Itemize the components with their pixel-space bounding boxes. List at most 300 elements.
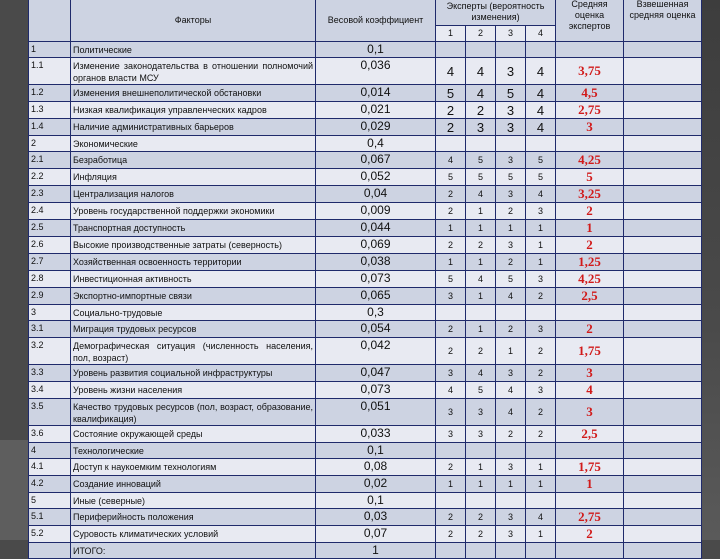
table-row [29,169,702,186]
factor-name: Высокие производственные затраты (северность) [71,237,316,254]
factor-name: Уровень развития социальной инфраструктуры [71,365,316,382]
table-row [29,237,702,254]
expert-2-score: 5 [466,169,496,186]
expert-4-score [526,42,556,58]
table-row [29,338,702,365]
average-score: 4,25 [556,152,624,169]
weight-coefficient: 0,052 [316,169,436,186]
factor-name: Создание инноваций [71,476,316,493]
expert-3-score: 3 [496,509,526,526]
weighted-average-score [624,338,702,365]
table-row [29,543,702,559]
expert-1-score: 3 [436,365,466,382]
expert-1-score: 2 [436,338,466,365]
row-number: 3 [29,305,71,321]
factor-name: Транспортная доступность [71,220,316,237]
row-number: 5 [29,493,71,509]
expert-1-score: 2 [436,203,466,220]
weight-coefficient: 1 [316,543,436,559]
factor-name: Безработица [71,152,316,169]
weight-coefficient: 0,1 [316,42,436,58]
weight-coefficient: 0,073 [316,382,436,399]
weighted-average-score [624,254,702,271]
expert-1-score [436,543,466,559]
average-score [556,543,624,559]
row-number: 3.6 [29,426,71,443]
table-row [29,509,702,526]
expert-2-score: 2 [466,526,496,543]
weighted-average-score [624,426,702,443]
expert-3-score: 1 [496,220,526,237]
row-number: 3.4 [29,382,71,399]
factors-table [28,0,702,559]
expert-2-score: 4 [466,85,496,102]
factor-name: Хозяйственная освоенность территории [71,254,316,271]
weighted-average-score [624,271,702,288]
weight-coefficient: 0,051 [316,399,436,426]
average-score: 3,75 [556,58,624,85]
expert-1-score: 5 [436,271,466,288]
factor-name: Изменение законодательства в отношении полномочий органов власти МСУ [71,58,316,85]
weighted-average-score [624,42,702,58]
expert-1-score: 2 [436,119,466,136]
average-score: 4,5 [556,85,624,102]
weighted-average-score [624,152,702,169]
average-score: 1,25 [556,254,624,271]
expert-4-score: 1 [526,476,556,493]
expert-4-score: 1 [526,237,556,254]
row-number: 3.5 [29,399,71,426]
expert-4-score: 2 [526,365,556,382]
header-factors: Факторы [71,0,316,42]
factor-name: Инфляция [71,169,316,186]
expert-4-score: 2 [526,338,556,365]
expert-1-score: 1 [436,476,466,493]
expert-2-score: 1 [466,288,496,305]
factor-name: Уровень государственной поддержки экономики [71,203,316,220]
table-row [29,254,702,271]
weighted-average-score [624,85,702,102]
average-score: 3 [556,119,624,136]
expert-3-score: 5 [496,271,526,288]
row-number: 1.1 [29,58,71,85]
expert-1-score: 5 [436,85,466,102]
expert-1-score: 5 [436,169,466,186]
factor-name: Изменения внешнеполитической обстановки [71,85,316,102]
average-score [556,305,624,321]
average-score: 2 [556,321,624,338]
weight-coefficient: 0,065 [316,288,436,305]
table-row [29,459,702,476]
expert-3-score: 3 [496,58,526,85]
weighted-average-score [624,509,702,526]
row-number: 3.2 [29,338,71,365]
expert-3-score [496,42,526,58]
expert-2-score: 4 [466,365,496,382]
expert-4-score: 3 [526,321,556,338]
expert-4-score: 1 [526,220,556,237]
table-row [29,271,702,288]
row-number: 3.3 [29,365,71,382]
factor-name: Периферийность положения [71,509,316,526]
header-weighted-average: Взвешенная средняя оценка [624,0,702,42]
table-row [29,426,702,443]
weighted-average-score [624,203,702,220]
weight-coefficient: 0,08 [316,459,436,476]
weighted-average-score [624,493,702,509]
weighted-average-score [624,476,702,493]
weighted-average-score [624,288,702,305]
weight-coefficient: 0,009 [316,203,436,220]
average-score [556,42,624,58]
expert-1-score [436,305,466,321]
average-score: 4 [556,382,624,399]
average-score: 1 [556,220,624,237]
weight-coefficient: 0,4 [316,136,436,152]
weighted-average-score [624,102,702,119]
row-number: 2.3 [29,186,71,203]
expert-4-score [526,305,556,321]
expert-2-score: 4 [466,271,496,288]
expert-4-score: 4 [526,85,556,102]
table-row [29,152,702,169]
table-row [29,186,702,203]
weight-coefficient: 0,3 [316,305,436,321]
expert-2-score [466,493,496,509]
factor-name: Экономические [71,136,316,152]
weight-coefficient: 0,07 [316,526,436,543]
expert-3-score: 3 [496,119,526,136]
expert-1-score: 2 [436,526,466,543]
weighted-average-score [624,169,702,186]
weight-coefficient: 0,021 [316,102,436,119]
average-score: 1 [556,476,624,493]
expert-3-score: 3 [496,237,526,254]
expert-3-score: 1 [496,476,526,493]
expert-3-score: 2 [496,426,526,443]
weighted-average-score [624,459,702,476]
expert-4-score: 4 [526,58,556,85]
factor-name: Состояние окружающей среды [71,426,316,443]
expert-1-score [436,136,466,152]
weight-coefficient: 0,047 [316,365,436,382]
expert-3-score: 3 [496,152,526,169]
weighted-average-score [624,136,702,152]
table-row [29,85,702,102]
header-expert-4: 4 [526,26,556,42]
expert-2-score [466,543,496,559]
expert-3-score: 3 [496,365,526,382]
table-row [29,203,702,220]
table-group-row [29,42,702,58]
expert-3-score: 1 [496,338,526,365]
average-score: 3 [556,365,624,382]
row-number: 5.1 [29,509,71,526]
table-row [29,102,702,119]
factor-name: Качество трудовых ресурсов (пол, возраст, образование, квалификация) [71,399,316,426]
factor-name: Уровень жизни населения [71,382,316,399]
header-expert-1: 1 [436,26,466,42]
expert-2-score: 2 [466,102,496,119]
factor-name: Иные (северные) [71,493,316,509]
expert-3-score: 5 [496,169,526,186]
weight-coefficient: 0,1 [316,493,436,509]
weighted-average-score [624,382,702,399]
factor-name: Наличие административных барьеров [71,119,316,136]
row-number: 2.8 [29,271,71,288]
weighted-average-score [624,305,702,321]
weight-coefficient: 0,02 [316,476,436,493]
expert-3-score: 2 [496,321,526,338]
weighted-average-score [624,119,702,136]
row-number: 2.1 [29,152,71,169]
weight-coefficient: 0,029 [316,119,436,136]
average-score: 2,75 [556,509,624,526]
average-score [556,493,624,509]
table-row [29,399,702,426]
weighted-average-score [624,365,702,382]
weight-coefficient: 0,038 [316,254,436,271]
weighted-average-score [624,237,702,254]
table-row [29,119,702,136]
expert-1-score: 2 [436,186,466,203]
expert-2-score: 1 [466,220,496,237]
expert-3-score: 2 [496,203,526,220]
expert-4-score: 2 [526,399,556,426]
expert-1-score: 2 [436,509,466,526]
expert-1-score: 2 [436,102,466,119]
expert-1-score: 3 [436,399,466,426]
expert-3-score [496,305,526,321]
factor-name: Доступ к наукоемким технологиям [71,459,316,476]
weight-coefficient: 0,069 [316,237,436,254]
expert-4-score: 2 [526,426,556,443]
expert-2-score: 1 [466,476,496,493]
expert-3-score [496,543,526,559]
expert-2-score: 3 [466,426,496,443]
header-expert-3: 3 [496,26,526,42]
weight-coefficient: 0,054 [316,321,436,338]
expert-3-score: 4 [496,382,526,399]
table-group-row [29,136,702,152]
factor-name: Политические [71,42,316,58]
factor-name: Технологические [71,443,316,459]
table-row [29,288,702,305]
factor-name: Суровость климатических условий [71,526,316,543]
expert-3-score: 3 [496,526,526,543]
expert-1-score: 3 [436,426,466,443]
expert-2-score: 3 [466,119,496,136]
average-score: 2 [556,237,624,254]
average-score [556,136,624,152]
expert-4-score: 3 [526,271,556,288]
average-score: 1,75 [556,338,624,365]
average-score: 1,75 [556,459,624,476]
average-score: 2,75 [556,102,624,119]
expert-4-score: 1 [526,526,556,543]
weight-coefficient: 0,044 [316,220,436,237]
row-number: 2.4 [29,203,71,220]
expert-2-score: 5 [466,152,496,169]
expert-4-score [526,493,556,509]
expert-3-score: 5 [496,85,526,102]
average-score: 5 [556,169,624,186]
background-shape [0,440,30,540]
expert-1-score: 3 [436,288,466,305]
factor-name: Низкая квалификация управленческих кадров [71,102,316,119]
expert-1-score: 2 [436,459,466,476]
factor-name: Миграция трудовых ресурсов [71,321,316,338]
expert-4-score: 4 [526,102,556,119]
table-group-row [29,443,702,459]
expert-3-score: 3 [496,102,526,119]
expert-2-score: 1 [466,254,496,271]
row-number: 1.2 [29,85,71,102]
expert-1-score: 4 [436,58,466,85]
row-number: 1 [29,42,71,58]
row-number: 4 [29,443,71,459]
expert-3-score [496,443,526,459]
factor-name: ИТОГО: [71,543,316,559]
table-row [29,365,702,382]
row-number: 4.2 [29,476,71,493]
factor-name: Демографическая ситуация (численность населения, пол, возраст) [71,338,316,365]
expert-3-score: 3 [496,459,526,476]
expert-1-score: 1 [436,254,466,271]
average-score: 4,25 [556,271,624,288]
expert-2-score: 5 [466,382,496,399]
expert-2-score: 1 [466,321,496,338]
expert-2-score: 4 [466,58,496,85]
row-number: 2.9 [29,288,71,305]
expert-1-score: 2 [436,321,466,338]
expert-1-score [436,42,466,58]
expert-4-score: 1 [526,254,556,271]
weighted-average-score [624,399,702,426]
weight-coefficient: 0,036 [316,58,436,85]
expert-4-score: 3 [526,203,556,220]
expert-1-score [436,493,466,509]
factor-name: Инвестиционная активность [71,271,316,288]
row-number: 2.7 [29,254,71,271]
expert-1-score [436,443,466,459]
weighted-average-score [624,543,702,559]
expert-2-score: 4 [466,186,496,203]
weighted-average-score [624,58,702,85]
weight-coefficient: 0,033 [316,426,436,443]
expert-3-score [496,493,526,509]
table-row [29,476,702,493]
weighted-average-score [624,186,702,203]
expert-4-score: 5 [526,169,556,186]
row-number: 2.2 [29,169,71,186]
table-row [29,382,702,399]
expert-3-score: 4 [496,288,526,305]
expert-4-score: 4 [526,509,556,526]
row-number: 4.1 [29,459,71,476]
expert-2-score: 2 [466,338,496,365]
factor-name: Экспортно-импортные связи [71,288,316,305]
average-score: 3 [556,399,624,426]
average-score: 3,25 [556,186,624,203]
expert-4-score: 5 [526,152,556,169]
expert-3-score: 2 [496,254,526,271]
expert-2-score [466,136,496,152]
average-score: 2 [556,203,624,220]
expert-2-score: 1 [466,203,496,220]
expert-1-score: 2 [436,237,466,254]
weight-coefficient: 0,014 [316,85,436,102]
row-number: 1.3 [29,102,71,119]
expert-4-score: 2 [526,288,556,305]
row-number: 1.4 [29,119,71,136]
expert-4-score [526,136,556,152]
row-number: 5.2 [29,526,71,543]
table-row [29,220,702,237]
weighted-average-score [624,321,702,338]
weight-coefficient: 0,1 [316,443,436,459]
expert-4-score: 3 [526,382,556,399]
table-row [29,321,702,338]
expert-4-score [526,543,556,559]
expert-1-score: 1 [436,220,466,237]
factor-name: Социально-трудовые [71,305,316,321]
expert-4-score: 4 [526,186,556,203]
row-number: 3.1 [29,321,71,338]
expert-2-score: 2 [466,237,496,254]
table-row [29,58,702,85]
expert-4-score: 4 [526,119,556,136]
expert-2-score [466,305,496,321]
row-number: 2.6 [29,237,71,254]
expert-1-score: 4 [436,382,466,399]
expert-4-score: 1 [526,459,556,476]
table-group-row [29,305,702,321]
weight-coefficient: 0,03 [316,509,436,526]
table-group-row [29,493,702,509]
expert-2-score: 1 [466,459,496,476]
row-number [29,543,71,559]
weight-coefficient: 0,067 [316,152,436,169]
expert-3-score: 3 [496,186,526,203]
average-score: 2,5 [556,426,624,443]
expert-3-score: 4 [496,399,526,426]
expert-2-score: 2 [466,509,496,526]
weighted-average-score [624,443,702,459]
expert-2-score: 3 [466,399,496,426]
header-expert-2: 2 [466,26,496,42]
expert-1-score: 4 [436,152,466,169]
weight-coefficient: 0,04 [316,186,436,203]
expert-4-score [526,443,556,459]
header-average: Средняя оценка экспертов [556,0,624,42]
expert-3-score [496,136,526,152]
average-score: 2 [556,526,624,543]
weight-coefficient: 0,073 [316,271,436,288]
weighted-average-score [624,220,702,237]
weight-coefficient: 0,042 [316,338,436,365]
factor-name: Централизация налогов [71,186,316,203]
row-number: 2 [29,136,71,152]
expert-2-score [466,42,496,58]
average-score: 2,5 [556,288,624,305]
header-weight: Весовой коэффициент [316,0,436,42]
average-score [556,443,624,459]
row-number: 2.5 [29,220,71,237]
header-experts: Эксперты (вероятность изменения) [436,0,556,26]
expert-2-score [466,443,496,459]
header-number [29,0,71,42]
